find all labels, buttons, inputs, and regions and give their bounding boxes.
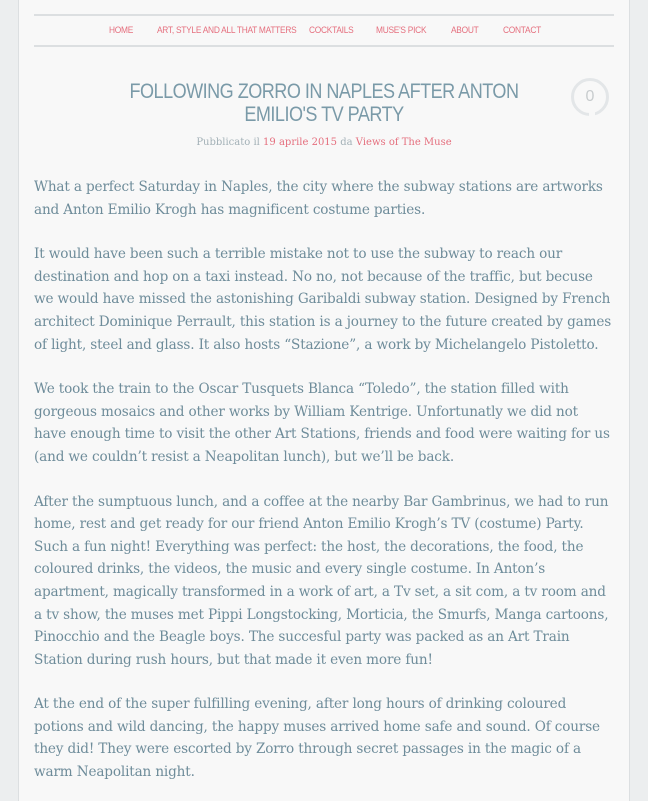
post-content <box>34 176 614 801</box>
nav-item-contact[interactable]: CONTACT <box>503 25 541 36</box>
comment-count-bubble[interactable] <box>571 78 609 116</box>
comment-count: 0 <box>585 88 595 105</box>
paragraph: At the end of the super fulfilling evening, after long hours of drinking coloured potions and wild dancing, the happy muses arrived home safe and sound. Of course they did! They were escorted by Zorro through secret passages in the magic of a warm Neapolitan night. <box>34 696 600 781</box>
nav-item-art-style[interactable]: ART, STYLE AND ALL THAT MATTERS <box>157 25 297 36</box>
top-strip <box>19 0 629 14</box>
paragraph: What a perfect Saturday in Naples, the city where the subway stations are artworks and Anton Emilio Krogh has magnificent costume parties. <box>34 179 603 218</box>
meta-by: da <box>340 137 353 148</box>
main-navigation <box>34 14 614 47</box>
nav-item-muses-pick[interactable]: MUSE'S PICK <box>376 25 427 36</box>
paragraph: We took the train to the Oscar Tusquets Blanca “Toledo”, the station filled with gorgeous mosaics and other works by William Kentrige. Unfortunatly we did not have enough time to visit the other Art Stations, friends and food were waiting for us (and we couldn’t resist a Neapolitan lunch), but we’ll be back. <box>34 381 610 465</box>
post-meta <box>19 137 629 148</box>
post-title: FOLLOWING ZORRO IN NAPLES AFTER ANTON EMILIO'S TV PARTY <box>129 80 519 126</box>
post-date-link[interactable]: 19 aprile 2015 <box>263 137 338 148</box>
post-author-link[interactable]: Views of The Muse <box>355 137 452 148</box>
nav-item-about[interactable]: ABOUT <box>451 25 479 36</box>
nav-item-home[interactable]: HOME <box>109 25 134 36</box>
nav-item-cocktails[interactable]: COCKTAILS <box>309 25 354 36</box>
page-container <box>18 0 630 801</box>
meta-prefix: Pubblicato il <box>196 137 260 148</box>
paragraph: After the sumptuous lunch, and a coffee at the nearby Bar Gambrinus, we had to run home, rest and get ready for our friend Anton Emilio Krogh’s TV (costume) Party. Such a fun night! Everything was perfect: the host, the decorations, the food, the coloured drinks, the videos, the music and every single costume. In Anton’s apartment, magically transformed in a work of art, a Tv set, a sit com, a tv room and a tv show, the muses met Pippi Longstocking, Morticia, the Smurfs, Manga cartoons, Pinocchio and the Beagle boys. The succesful party was packed as an Art Train Station during rush hours, but that made it even more fun! <box>34 493 609 668</box>
paragraph: It would have been such a terrible mistake not to use the subway to reach our destination and hop on a taxi instead. No no, not because of the traffic, but becuse we would have missed the astonishing Garibaldi subway station. Designed by French architect Dominique Perrault, this station is a journey to the future created by games of light, steel and glass. It also hosts “Stazione”, a work by Michelangelo Pistoletto. <box>34 246 612 353</box>
